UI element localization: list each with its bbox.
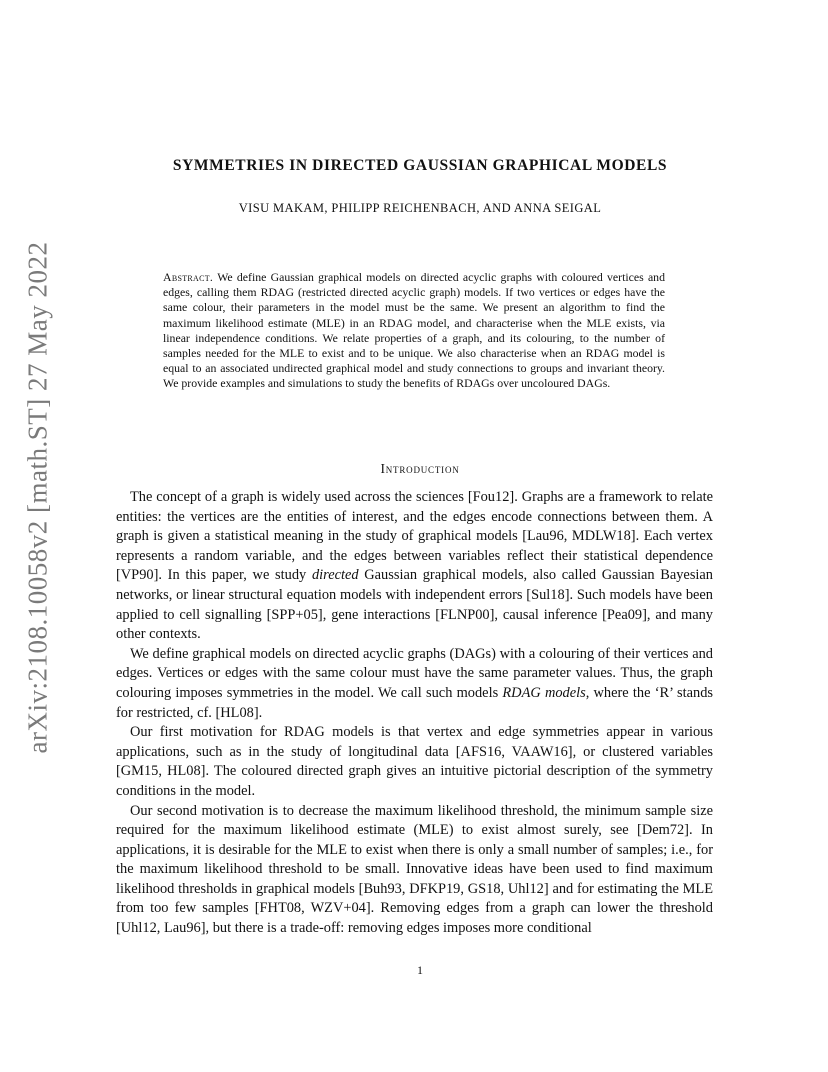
paragraph-1-emphasis: directed — [311, 567, 359, 584]
paragraph-2-part-b: , where the ‘R’ stands for restricted, cf. [HL08]. — [116, 684, 713, 721]
abstract-text: We define Gaussian graphical models on directed acyclic graphs with coloured vertices and edges, calling them RDAG (restricted directed acyclic graph) models. If two vertices or edges have the same colour, their parameters in the model must be the same. We present an algorithm to find the maximum likelihood estimate (MLE) in an RDAG model, and characterise when the MLE exists, via linear independence conditions. We relate properties of a graph, and its colouring, to the number of samples needed for the MLE to exist and to be unique. We also characterise when an RDAG model is equal to an associated undirected graphical model and study connections to groups and invariant theory. We provide examples and simulations to study the benefits of RDAGs over uncoloured DAGs. — [163, 270, 665, 391]
paragraph-4: Our second motivation is to decrease the maximum likelihood threshold, the minimum sample size required for the maximum likelihood estimate (MLE) to exist almost surely, see [Dem72]. In applications, it is desirable for the MLE to exist when there is only a small number of samples; i.e., for the maximum likelihood threshold to be small. Innovative ideas have been used to find maximum likelihood thresholds in graphical models [Buh93, DFKP19, GS18, Uhl12] and for estimating the MLE from too few samples [FHT08, WZV+04]. Removing edges from a graph can lower the threshold [Uhl12, Lau96], but there is a trade-off: removing edges imposes more conditional — [116, 802, 713, 937]
abstract — [163, 270, 665, 392]
paper-title: SYMMETRIES IN DIRECTED GAUSSIAN GRAPHICAL MODELS — [172, 157, 668, 174]
arxiv-identifier-text: arXiv:2108.10058v2 [math.ST] 27 May 2022 — [22, 241, 53, 753]
paragraph-1-part-b: Gaussian graphical models, also called Gaussian Bayesian networks, or linear structural equation models with independent errors [Sul18]. Such models have been applied to cell signalling [SPP+05], gene interactions [FLNP00], causal inference [Pea09], and many other contexts. — [116, 567, 714, 643]
abstract-label: Abstract. — [163, 270, 214, 284]
paragraph-2-part-a: We define graphical models on directed acyclic graphs (DAGs) with a colouring of their vertices and edges. Vertices or edges with the same colour must have the same parameter values. Thus, the graph colouring imposes symmetries in the model. We call such models — [116, 645, 713, 701]
paper-authors: VISU MAKAM, PHILIPP REICHENBACH, AND ANNA SEIGAL — [238, 201, 602, 215]
page-number: 1 — [417, 963, 423, 977]
paragraph-2-emphasis: RDAG models — [502, 684, 586, 701]
paragraph-1 — [116, 488, 713, 645]
introduction-body — [116, 488, 713, 939]
paragraph-3: Our first motivation for RDAG models is that vertex and edge symmetries appear in various applications, such as in the study of longitudinal data [AFS16, VAAW16], or clustered variables [GM15, HL08]. The coloured directed graph gives an intuitive pictorial description of the symmetry conditions in the model. — [116, 724, 713, 799]
paragraph-2 — [116, 645, 713, 723]
paragraph-1-part-a: The concept of a graph is widely used across the sciences [Fou12]. Graphs are a framework to relate entities: the vertices are the entities of interest, and the edges encode connections between them. A graph is given a statistical meaning in the study of graphical models [Lau96, MDLW18]. Each vertex represents a random variable, and the edges between variables reflect their statistical dependence [VP90]. In this paper, we study — [116, 489, 713, 584]
section-heading-introduction: Introduction — [380, 461, 460, 476]
arxiv-identifier-stamp — [18, 241, 58, 753]
